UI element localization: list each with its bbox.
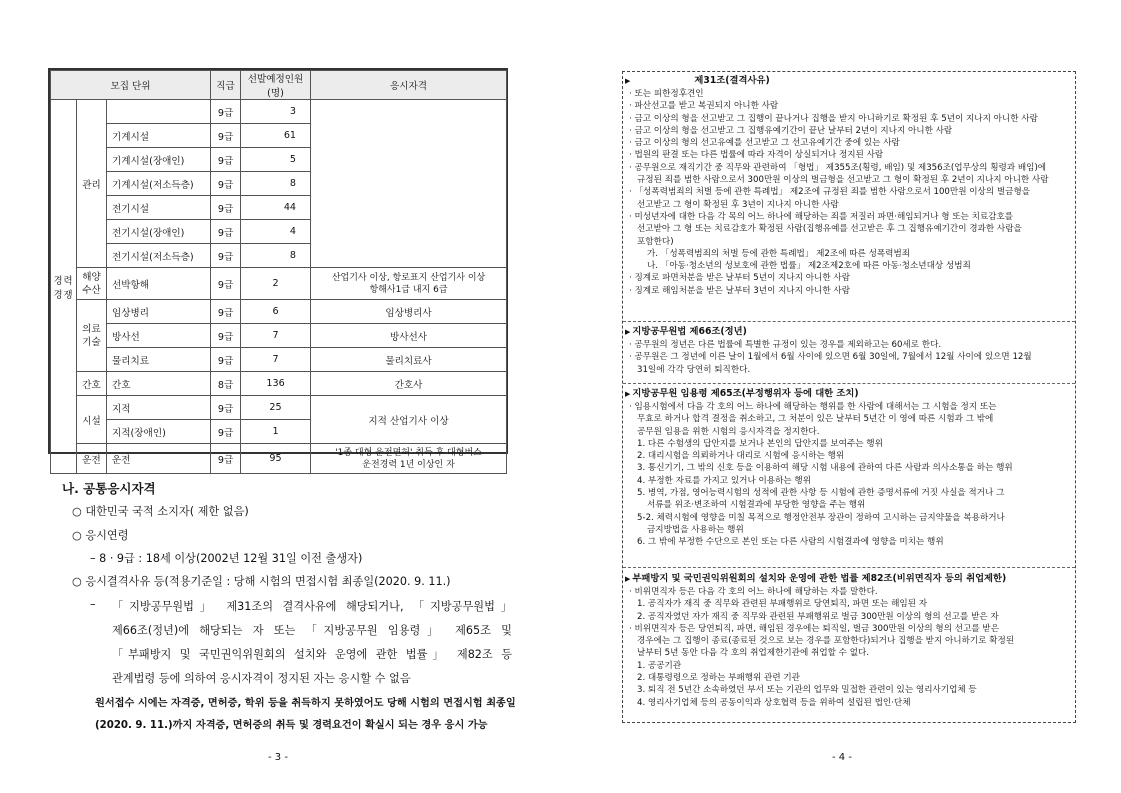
cell-unit: 물리치료: [107, 348, 211, 372]
cell-unit: 기계시설: [107, 124, 211, 148]
cell-qualification: 지적 산업기사 이상: [311, 396, 507, 444]
cell-unit: 기계시설(저소득층): [107, 172, 211, 196]
cell-count: 8: [241, 244, 311, 268]
section-title-common-qualification: 나. 공통응시자격: [62, 481, 156, 496]
cell-grade: 9급: [211, 396, 241, 420]
legal-text-line: · 또는 피한정후견인: [629, 89, 704, 99]
legal-text-line: · 공무원의 정년은 다른 법률에 특별한 규정이 있는 경우를 제외하고는 60세로 한다.: [629, 340, 942, 350]
header-qualification: 응시자격: [311, 71, 507, 100]
cell-count: 6: [241, 300, 311, 324]
section-article-31: [623, 74, 1077, 297]
section-lines: [623, 339, 1077, 376]
cell-grade: 9급: [211, 444, 241, 474]
group-management: 관리: [77, 100, 107, 268]
cell-grade: 9급: [211, 420, 241, 444]
legal-text-line: 3. 통신기기, 그 밖의 신호 등을 이용하여 해당 시험 내용에 관하여 다른 사람과 의사소통을 하는 행위: [637, 463, 1013, 474]
cell-unit: 간호: [107, 372, 211, 396]
section-lines: [623, 586, 1077, 709]
legal-text-line: 규정된 죄를 범한 사람으로서 300만원 이상의 벌금형을 선고받고 그 형이 확정된 후 2년이 지나지 아니한 사람: [637, 175, 1049, 186]
legal-text-line: 경우에는 그 집행이 종료(종료된 것으로 보는 경우를 포함한다)되거나 집행을 받지 아니하기로 확정된: [637, 636, 1015, 647]
triangle-right-icon: ▶: [625, 328, 631, 336]
legal-text-line: 날부터 5년 동안 다음 각 호의 취업제한기관에 취업할 수 없다.: [637, 648, 870, 659]
cell-grade: 9급: [211, 324, 241, 348]
section-anti-corruption: [623, 572, 1077, 709]
cell-count: 1: [241, 420, 311, 444]
application-note-line: (2020. 9. 11.)까지 자격증, 면허증의 취득 및 경력요건이 확실시 되는 경우 응시 가능: [95, 720, 488, 731]
page-4-legal-box: [622, 71, 1076, 723]
table-row: [51, 100, 507, 124]
table-row: [51, 324, 507, 348]
table-header-row: [51, 71, 507, 100]
cell-qualification-empty: [311, 100, 507, 268]
legal-text-line: 4. 영리사기업체 등의 공동이익과 상호협력 등을 위하여 설립된 법인·단체: [637, 697, 911, 708]
legal-text-line: 1. 다른 수험생의 답안지를 보거나 본인의 답안지를 보여주는 행위: [637, 438, 883, 449]
legal-text-line: 2. 대리시험을 의뢰하거나 대리로 시험에 응시하는 행위: [637, 451, 845, 462]
section-lines: [623, 88, 1077, 297]
legal-text-line: 1. 공공기관: [637, 660, 682, 671]
section-divider: [623, 321, 1075, 322]
legal-text-line: · 공무원으로 재직기간 중 직무와 관련하여 「형법」 제355조(횡령, 배임) 및 제356조(업무상의 횡령과 배임)에: [629, 162, 1047, 173]
triangle-right-icon: ▶: [625, 390, 631, 398]
age-requirement: – 8 · 9급 : 18세 이상(2002년 12월 31일 이전 출생자): [90, 552, 363, 565]
triangle-right-icon: ▶: [625, 77, 631, 85]
cell-grade: 9급: [211, 148, 241, 172]
disqualification-line: 「부패방지 및 국민권익위원회의 설치와 운영에 관한 법률」 제82조 등: [112, 648, 512, 661]
legal-text-line: 선고받아 그 형 또는 치료감호가 확정된 사람(집행유예를 선고받은 후 그 집행유예기간이 경과한 사람을: [637, 224, 1022, 235]
cell-grade: 9급: [211, 124, 241, 148]
legal-text-line: 가. 「성폭력범죄의 처벌 등에 관한 특례법」 제2조에 따른 성폭력범죄: [647, 248, 911, 259]
legal-text-line: 3. 퇴직 전 5년간 소속하였던 부서 또는 기관의 업무와 밀접한 관련이 있는 영리사기업체 등: [637, 685, 977, 696]
page-number-4: - 4 -: [832, 752, 852, 763]
cell-count: 136: [241, 372, 311, 396]
legal-text-line: 1. 공직자가 재직 중 직무와 관련된 부패행위로 당연퇴직, 파면 또는 해임된 자: [637, 599, 928, 610]
dash-marker: –: [90, 598, 96, 611]
legal-text-line: 금지방법을 사용하는 행위: [647, 524, 744, 535]
cell-qualification: 방사선사: [311, 324, 507, 348]
legal-text-line: 5-2. 체력시험에 영향을 미칠 목적으로 행정안전부 장관이 정하여 고시하는 금지약물을 복용하거나: [637, 512, 1005, 523]
legal-text-line: 무효로 하거나 합격 결정을 취소하고, 그 처분이 있은 날부터 5년간 이 영에 따른 시험과 그 밖에: [637, 414, 994, 425]
legal-text-line: · 비위면직자 등은 다음 각 호의 어느 하나에 해당하는 자를 말한다.: [629, 587, 878, 597]
bullet-age: ○ 응시연령: [72, 529, 129, 542]
legal-text-line: · 파산선고를 받고 복권되지 아니한 사람: [629, 101, 779, 112]
table-row: [51, 348, 507, 372]
cell-unit: 지적: [107, 396, 211, 420]
legal-text-line: · 징계로 파면처분을 받은 날부터 5년이 지나지 아니한 사람: [629, 273, 850, 284]
cell-unit: 지적(장애인): [107, 420, 211, 444]
header-count: 선발예정인원(명): [241, 71, 311, 100]
group-driving: 운전: [77, 444, 107, 474]
section-heading: ▶ 제31조(결격사유): [625, 75, 770, 86]
cell-count: 7: [241, 348, 311, 372]
legal-text-line: 5. 병역, 가점, 영어능력시험의 성적에 관한 사항 등 시험에 관한 증명서류에 거짓 사실을 적거나 그: [637, 488, 1005, 499]
legal-text-line: 나. 「아동·청소년의 성보호에 관한 법률」 제2조제2호에 따른 아동·청소년대상 성범죄: [647, 261, 971, 272]
cell-unit: 전기시설: [107, 196, 211, 220]
legal-text-line: · 비위면직자 등은 당연퇴직, 파면, 해임된 경우에는 퇴직일, 벌금 300만원 이상의 형의 선고를 받은: [629, 623, 1000, 634]
cell-unit: 임상병리: [107, 300, 211, 324]
table-row: [51, 372, 507, 396]
cell-count: 2: [241, 268, 311, 300]
cell-qualification: 임상병리사: [311, 300, 507, 324]
cell-grade: 9급: [211, 300, 241, 324]
section-misconduct-measures: [623, 387, 1077, 549]
group-experience: 경력 경쟁: [51, 100, 77, 474]
cell-qualification: 산업기사 이상, 항로표지 산업기사 이상 항해사1급 내지 6급: [311, 268, 507, 300]
disqualification-line: 「지방공무원법」 제31조의 결격사유에 해당되거나, 「지방공무원법」: [112, 600, 512, 613]
section-divider: [623, 567, 1075, 568]
group-marine: 해양 수산: [77, 268, 107, 300]
cell-grade: 9급: [211, 348, 241, 372]
section-retirement-age: [623, 325, 1077, 376]
cell-grade: 9급: [211, 268, 241, 300]
header-unit: 모집 단위: [51, 71, 211, 100]
section-heading: ▶ 지방공무원법 제66조(정년): [625, 326, 747, 337]
triangle-right-icon: ▶: [625, 575, 631, 583]
cell-unit: 방사선: [107, 324, 211, 348]
cell-unit: 기계시설(장애인): [107, 148, 211, 172]
cell-count: 3: [241, 100, 311, 124]
header-grade: 직급: [211, 71, 241, 100]
cell-grade: 9급: [211, 196, 241, 220]
cell-grade: 9급: [211, 172, 241, 196]
cell-unit: 전기시설(장애인): [107, 220, 211, 244]
cell-count: 5: [241, 148, 311, 172]
cell-count: 95: [241, 444, 311, 474]
legal-text-line: 6. 그 밖에 부정한 수단으로 본인 또는 다른 사람의 시험결과에 영향을 미치는 행위: [637, 537, 944, 548]
legal-text-line: · 「성폭력범죄의 처벌 등에 관한 특례법」 제2조에 규정된 죄를 범한 사람으로서 100만원 이상의 벌금형을: [629, 187, 1031, 198]
legal-text-line: 31일에 각각 당연히 퇴직한다.: [637, 364, 751, 375]
section-lines: [623, 401, 1077, 549]
page-number-3: - 3 -: [268, 752, 288, 763]
cell-qualification: 물리치료사: [311, 348, 507, 372]
page-3: [0, 0, 560, 793]
legal-text-line: · 금고 이상의 형의 선고유예를 선고받고 그 선고유예기간 중에 있는 사람: [629, 138, 900, 149]
group-medical: 의료 기술: [77, 300, 107, 372]
legal-text-line: · 미성년자에 대한 다음 각 목의 어느 하나에 해당하는 죄를 저질러 파면·해임되거나 형 또는 치료감호를: [629, 211, 1014, 222]
table-row: [51, 444, 507, 474]
legal-text-line: 서류를 위조·변조하여 시험결과에 부당한 영향을 주는 행위: [647, 500, 866, 511]
disqualification-line: 제66조(정년)에 해당되는 자 또는 「지방공무원 임용령」 제65조 및: [112, 624, 512, 637]
cell-count: 61: [241, 124, 311, 148]
section-heading: ▶ 지방공무원 임용령 제65조(부정행위자 등에 대한 조치): [625, 388, 859, 399]
bullet-disqualification: ○ 응시결격사유 등(적용기준일 : 당해 시험의 면접시험 최종일(2020. 9. 11.): [72, 575, 451, 588]
table-row: [51, 396, 507, 420]
legal-text-line: 선고받고 그 형이 확정된 후 3년이 지나지 아니한 사람: [637, 199, 839, 210]
legal-text-line: · 공무원은 그 정년에 이른 날이 1월에서 6월 사이에 있으면 6월 30일에, 7월에서 12월 사이에 있으면 12월: [629, 352, 1032, 363]
cell-qualification: '1종 대형 운전면허' 취득 후 대형버스 운전경력 1년 이상인 자: [311, 444, 507, 474]
table-row: [51, 268, 507, 300]
legal-text-line: · 징계로 해임처분을 받은 날부터 3년이 지나지 아니한 사람: [629, 285, 850, 296]
cell-grade: 9급: [211, 220, 241, 244]
cell-qualification: 간호사: [311, 372, 507, 396]
group-facility: 시설: [77, 396, 107, 444]
cell-grade: 9급: [211, 244, 241, 268]
cell-count: 25: [241, 396, 311, 420]
legal-text-line: 공무원 임용을 위한 시험의 응시자격을 정지한다.: [637, 426, 820, 437]
cell-unit: [107, 100, 211, 124]
disqualification-line: 관계법령 등에 의하여 응시자격이 정지된 자는 응시할 수 없음: [112, 672, 411, 685]
table-row: [51, 300, 507, 324]
cell-count: 8: [241, 172, 311, 196]
legal-text-line: · 임용시험에서 다음 각 호의 어느 하나에 해당하는 행위를 한 사람에 대해서는 그 시험을 정지 또는: [629, 402, 997, 412]
recruitment-table: [50, 70, 507, 474]
cell-count: 44: [241, 196, 311, 220]
legal-text-line: 4. 부정한 자료를 가지고 있거나 이용하는 행위: [637, 475, 812, 486]
section-heading: ▶ 부패방지 및 국민권익위원회의 설치와 운영에 관한 법률 제82조(비위면직자 등의 취업제한): [625, 573, 1007, 584]
bullet-nationality: ○ 대한민국 국적 소지자( 제한 없음): [72, 505, 249, 518]
legal-text-line: · 법원의 판결 또는 다른 법률에 따라 자격이 상실되거나 정지된 사람: [629, 150, 884, 161]
cell-unit: 전기시설(저소득층): [107, 244, 211, 268]
cell-unit: 운전: [107, 444, 211, 474]
legal-text-line: 2. 대통령령으로 정하는 부패행위 관련 기관: [637, 673, 800, 684]
application-note-line: 원서접수 시에는 자격증, 면허증, 학위 등을 취득하지 못하였어도 당해 시험의 면접시험 최종일: [95, 698, 516, 709]
legal-text-line: · 금고 이상의 형을 선고받고 그 집행유예기간이 끝난 날부터 2년이 지나지 아니한 사람: [629, 125, 953, 136]
cell-count: 4: [241, 220, 311, 244]
cell-count: 7: [241, 324, 311, 348]
legal-text-line: · 금고 이상의 형을 선고받고 그 집행이 끝나거나 집행을 받지 아니하기로 확정된 후 5년이 지나지 아니한 사람: [629, 113, 1038, 124]
cell-grade: 8급: [211, 372, 241, 396]
cell-grade: 9급: [211, 100, 241, 124]
legal-text-line: 2. 공직자였던 자가 재직 중 직무와 관련된 부패행위로 벌금 300만원 이상의 형의 선고를 받은 자: [637, 611, 999, 622]
group-nursing: 간호: [77, 372, 107, 396]
section-divider: [623, 383, 1075, 384]
legal-text-line: 포함한다): [637, 236, 674, 247]
cell-unit: 선박항해: [107, 268, 211, 300]
